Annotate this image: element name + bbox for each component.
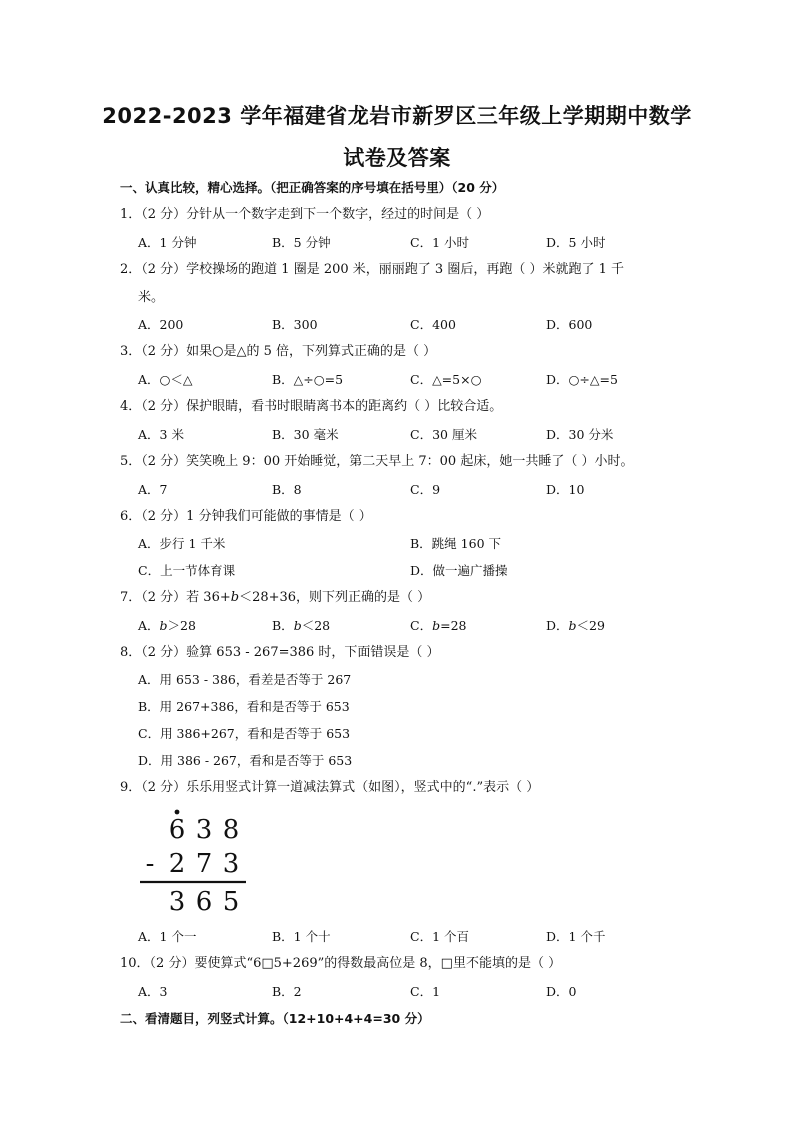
q3-option-c: C．△=5×○ (410, 372, 482, 387)
q9-option-d: D．1 个千 (546, 929, 606, 944)
q1-option-a: A．1 分钟 (138, 235, 197, 250)
calc-r1-hundreds: 6 (168, 815, 186, 845)
question-7 (120, 590, 430, 606)
calc-minus-sign: - (145, 849, 155, 879)
q7-option-c-value: =28 (440, 618, 467, 633)
q4-option-b: B．30 毫米 (272, 427, 339, 442)
q2-option-c: C．400 (410, 317, 456, 332)
q7-option-b-value: ＜28 (301, 618, 331, 633)
q2-option-b: B．300 (272, 317, 318, 332)
q4-option-a: A．3 米 (138, 427, 184, 442)
q3-option-b: B．△÷○=5 (272, 372, 344, 387)
question-10: 10．（2 分）要使算式“6□5+269”的得数最高位是 8，□里不能填的是（ ） (120, 956, 562, 971)
question-8: 8．（2 分）验算 653 - 267=386 时，下面错误是（ ） (120, 645, 440, 660)
question-4: 4．（2 分）保护眼睛，看书时眼睛离书本的距离约（ ）比较合适。 (120, 399, 503, 414)
q9-option-a: A．1 个一 (138, 929, 197, 944)
q7-option-a-var: b (159, 618, 168, 633)
q8-option-c: C．用 386+267，看和是否等于 653 (138, 726, 351, 741)
calc-r3-ones: 5 (222, 887, 240, 917)
q10-option-a: A．3 (138, 984, 168, 999)
q7-option-b-var: b (293, 618, 302, 633)
question-5: 5．（2 分）笑笑晚上 9：00 开始睡觉，第二天早上 7：00 起床，她一共睡了（ ）小时。 (120, 454, 634, 469)
q10-option-b: B．2 (272, 984, 302, 999)
q5-option-c: C．9 (410, 482, 441, 497)
q6-option-c: C．上一节体育课 (138, 563, 236, 578)
q4-option-d: D．30 分米 (546, 427, 614, 442)
document-title-line2: 试卷及答案 (343, 146, 451, 170)
q7-text-post: ＜28+36，则下列正确的是（ ） (239, 590, 431, 605)
q5-option-a: A．7 (138, 482, 168, 497)
question-6: 6．（2 分）1 分钟我们可能做的事情是（ ） (120, 509, 372, 524)
q1-option-d: D．5 小时 (546, 235, 606, 250)
calc-r2-hundreds: 2 (168, 849, 186, 879)
q7-option-b-letter: B． (272, 618, 294, 633)
q8-option-b: B．用 267+386，看和是否等于 653 (138, 699, 350, 714)
q6-option-d: D．做一遍广播操 (410, 563, 508, 578)
q7-option-a-letter: A． (138, 618, 160, 633)
q2-option-a: A．200 (138, 317, 184, 332)
q6-option-a: A．步行 1 千米 (138, 536, 226, 551)
q7-option-a (138, 618, 196, 634)
q7-option-b (272, 618, 330, 634)
q3-option-d: D．○÷△=5 (546, 372, 618, 387)
q1-option-c: C．1 小时 (410, 235, 469, 250)
question-3: 3．（2 分）如果○是△的 5 倍，下列算式正确的是（ ） (120, 344, 437, 359)
q2-option-d: D．600 (546, 317, 593, 332)
document-title-line1: 2022-2023 学年福建省龙岩市新罗区三年级上学期期中数学 (102, 104, 692, 128)
q7-option-d-value: ＜29 (576, 618, 605, 633)
borrow-dot (175, 810, 180, 815)
calc-r2-ones: 3 (222, 849, 240, 879)
calc-r2-tens: 7 (195, 849, 213, 879)
section-2-heading: 二、看清题目，列竖式计算。（12+10+4+4=30 分） (120, 1011, 430, 1026)
vertical-subtraction-figure (138, 808, 250, 918)
q7-option-d-var: b (568, 618, 577, 633)
question-2-cont: 米。 (138, 290, 165, 305)
q7-text-pre: 7．（2 分）若 36+ (120, 590, 231, 605)
q7-option-c-letter: C． (410, 618, 433, 633)
q7-option-d-letter: D． (546, 618, 569, 633)
q8-option-a: A．用 653 - 386，看差是否等于 267 (138, 672, 352, 687)
question-1: 1．（2 分）分针从一个数字走到下一个数字，经过的时间是（ ） (120, 207, 490, 222)
calc-r1-ones: 8 (222, 815, 240, 845)
calc-r1-tens: 3 (195, 815, 213, 845)
q3-option-a: A．○＜△ (138, 372, 193, 387)
q5-option-b: B．8 (272, 482, 302, 497)
q9-option-c: C．1 个百 (410, 929, 469, 944)
q7-variable: b (230, 590, 240, 605)
question-2: 2．（2 分）学校操场的跑道 1 圈是 200 米，丽丽跑了 3 圈后，再跑（ ）米就跑了 1 千 (120, 262, 624, 277)
q4-option-c: C．30 厘米 (410, 427, 477, 442)
q10-option-c: C．1 (410, 984, 441, 999)
q7-option-d (546, 618, 605, 634)
q6-option-b: B．跳绳 160 下 (410, 536, 501, 551)
q10-option-d: D．0 (546, 984, 577, 999)
q7-option-a-value: ＞28 (167, 618, 196, 633)
q1-option-b: B．5 分钟 (272, 235, 331, 250)
calc-r3-tens: 6 (195, 887, 213, 917)
calc-r3-hundreds: 3 (168, 887, 186, 917)
section-1-heading: 一、认真比较，精心选择。（把正确答案的序号填在括号里）（20 分） (120, 180, 505, 195)
q7-option-c-var: b (432, 618, 441, 633)
q9-option-b: B．1 个十 (272, 929, 331, 944)
q7-option-c (410, 618, 466, 634)
q8-option-d: D．用 386 - 267，看和是否等于 653 (138, 753, 353, 768)
question-9: 9．（2 分）乐乐用竖式计算一道减法算式（如图），竖式中的“.”表示（ ） (120, 780, 540, 795)
q5-option-d: D．10 (546, 482, 585, 497)
